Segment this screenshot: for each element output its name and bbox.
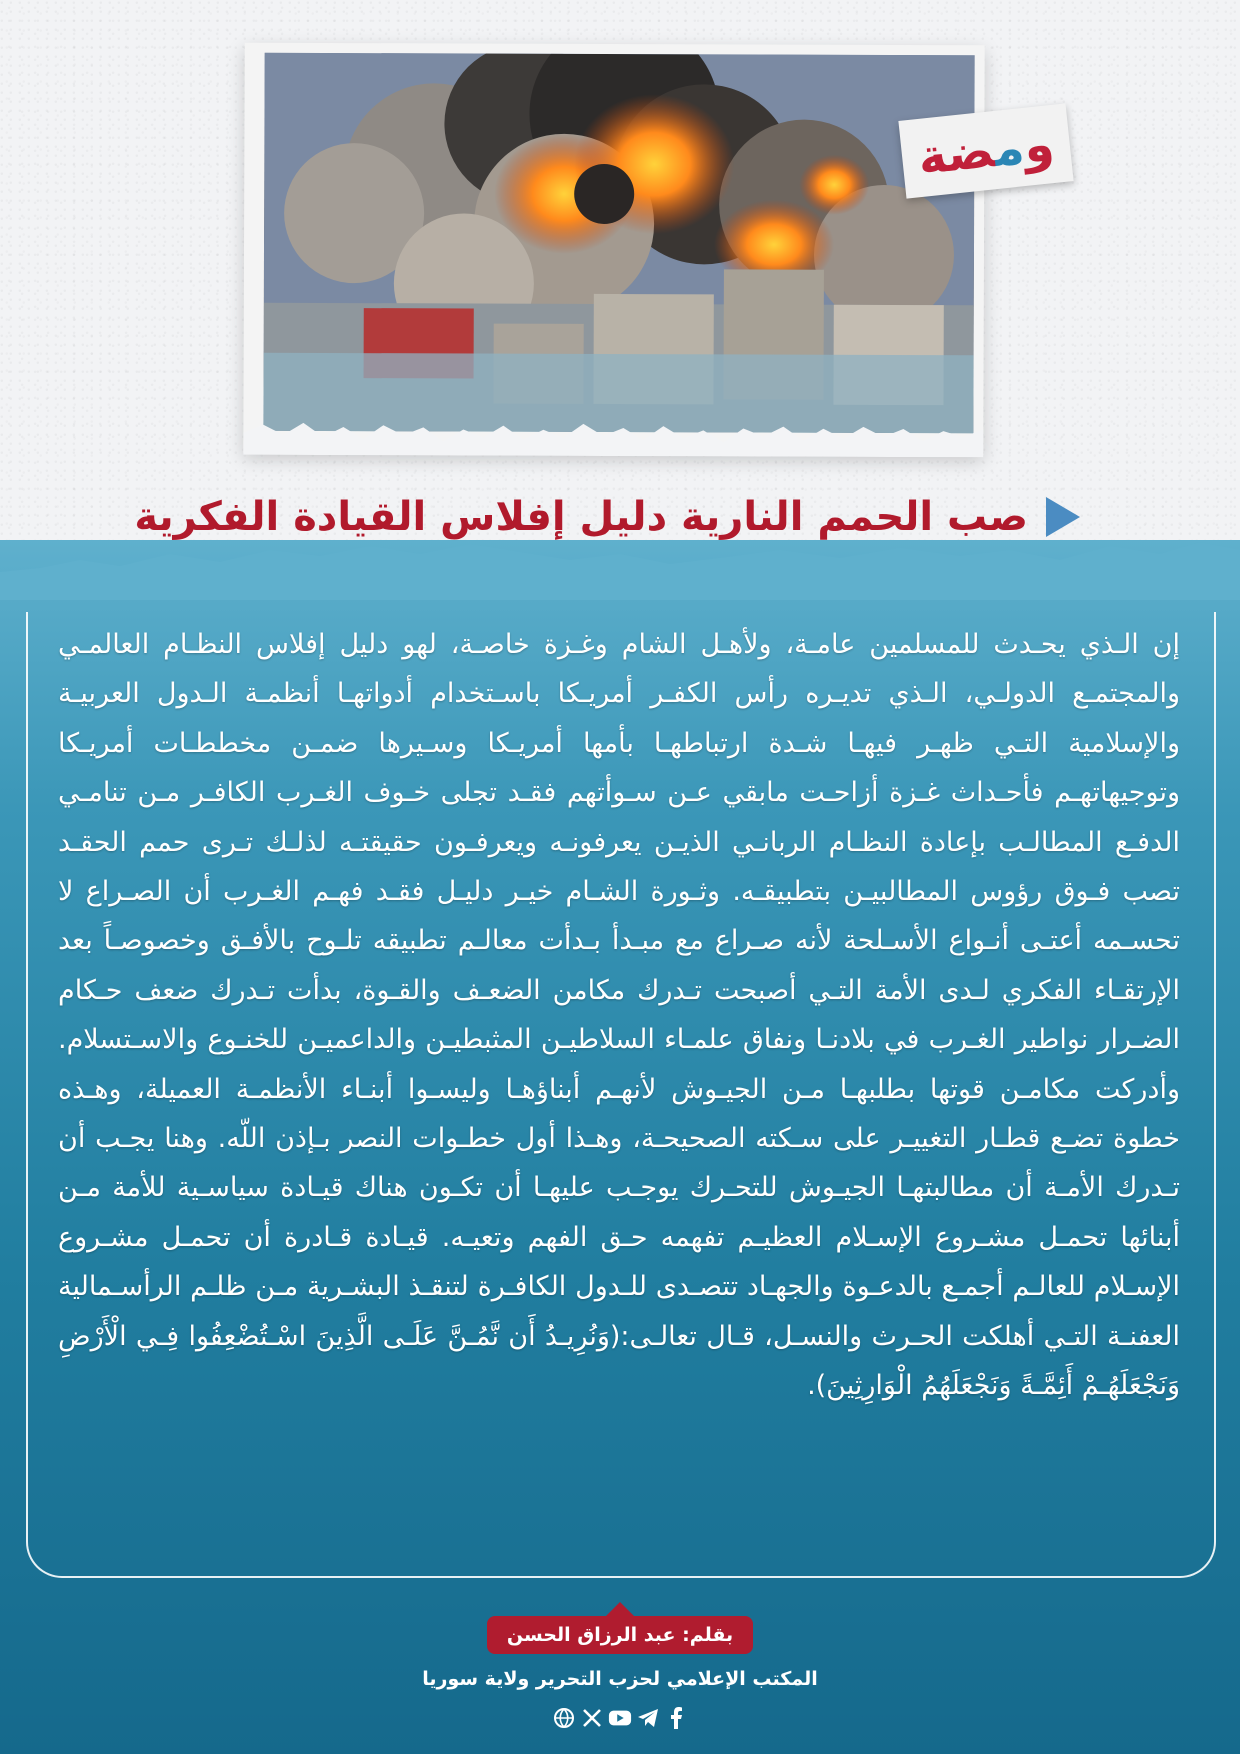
media-office-label: المكتب الإعلامي لحزب التحرير ولاية سوريا	[422, 1668, 818, 1690]
title-row	[134, 490, 1080, 544]
x-icon[interactable]	[580, 1706, 604, 1730]
explosion-photo	[263, 53, 974, 433]
article-body: إن الـذي يحـدث للمسلمين عامـة، ولأهـل الشام وغـزة خاصـة، لهو دليل إفلاس النظـام العالمـي والمجتمـع الدولـي، الـذي تديـره رأس الكفـر أمريـكا باسـتخدام أدواتهـا أنظمـة الـدول العربيـة والإسلامية التـي ظهـر فيهـا شـدة ارتباطهـا بأمها أمريـكا وسـيرها ضمـن مخططـات أمريـكا وتوجيهاتهـم فأحـداث غـزة أزاحـت مابقي عـن سـوأتهم فقـد تجلى خـوف الغـرب الكافـر مـن تنامـي الدفـع المطالـب بإعادة النظـام الربانـي الذيـن يعرفونـه ويعرفـون حقيقتـه لذلـك تـرى حمم الحقـد تصب فـوق رؤوس المطالبيـن بتطبيقـه. وثـورة الشـام خيـر دليـل فقـد فهـم الغـرب أن الصـراع لا تحسـمه أعتـى أنـواع الأسـلحة لأنه صـراع مع مبـدأ بـدأت معالـم تطبيقه تلـوح بالأفـق وخصوصـاً بعد الإرتقـاء الفكري لـدى الأمة التـي أصبحت تـدرك مكامن الضعـف والقـوة، بدأت تـدرك ضعف حـكام الضـرار نواطير الغـرب في بلادنـا ونفاق علمـاء السلاطيـن المثبطيـن والداعميـن للخنـوع والاسـتسلام. وأدركت مكامـن قوتها بطلبهـا مـن الجيـوش لأنهـم أبناؤهـا وليسـوا أبنـاء الأنظمـة العميلة، وهـذه خطوة تضـع قطـار التغييـر على سـكته الصحيحـة، وهـذا أول خطـوات النصر بـإذن اللّه. وهنا يجـب أن تـدرك الأمـة أن مطالبتهـا الجيـوش للتحـرك يوجـب عليهـا أن تكـون هناك قيـادة سياسـية للأمة مـن أبنائها تحمـل مشـروع الإسـلام العظيـم تفهمه حـق الفهم وتعيـه. قيـادة قـادرة أن تحمـل مشـروع الإسـلام للعالـم أجمـع بالدعـوة والجهـاد تتصـدى للـدول الكافـرة لتنقـذ البشـرية مـن ظلـم الرأسـمالية العفنـة التـي أهلكت الحـرث والنسـل، قـال تعالـى:(وَنُرِيـدُ أَن نَّمُـنَّ عَلَـى الَّذِينَ اسْـتُضْعِفُوا فِـي الْأَرْضِ وَنَجْعَلَهُـمْ أَئِمَّـةً وَنَجْعَلَهُمُ الْوَارِثِينَ).	[58, 629, 1180, 1402]
page-title: صب الحمم النارية دليل إفلاس القيادة الفكرية	[134, 494, 1028, 540]
social-links	[552, 1704, 688, 1732]
photo-frame	[243, 43, 984, 456]
facebook-icon[interactable]	[664, 1706, 688, 1730]
author-name: بقلم: عبد الرزاق الحسن	[506, 1624, 734, 1646]
photo-torn-edge	[243, 415, 983, 458]
telegram-icon[interactable]	[636, 1706, 660, 1730]
brand-stamp: ومضة	[898, 103, 1073, 198]
youtube-icon[interactable]	[608, 1706, 632, 1730]
author-ribbon	[487, 1616, 753, 1654]
web-icon[interactable]	[552, 1706, 576, 1730]
title-arrow-icon	[1046, 497, 1080, 537]
